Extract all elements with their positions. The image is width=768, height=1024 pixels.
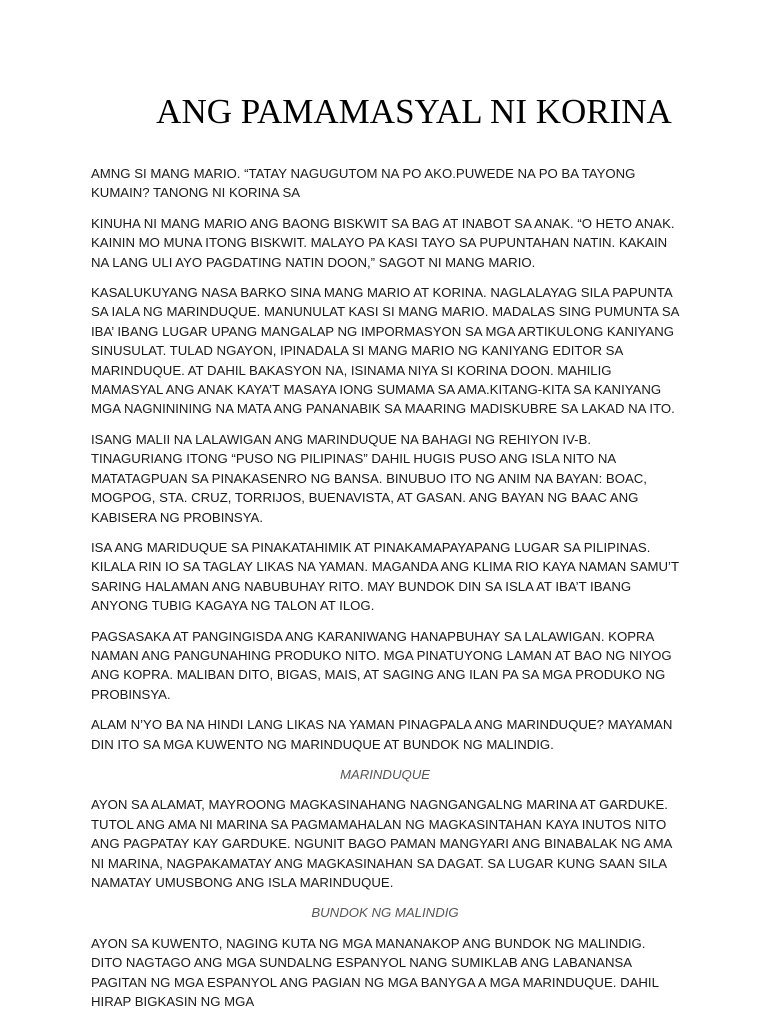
paragraph: AYON SA ALAMAT, MAYROONG MAGKASINAHANG NAGNGANGALNG MARINA AT GARDUKE. TUTOL ANG AMA NI MARINA SA PAGMAMAHALAN NG MAGKASINTAHAN KAYA INUTOS NITO ANG PAGPATAY KAY GARDUKE. NGUNIT BAGO PAMAN MANGYARI ANG BINABALAK NG AMA NI MARINA, NAGPAKAMATAY ANG MAGKASINAHAN SA DAGAT. SA LUGAR KUNG SAAN SILA NAMATAY UMUSBONG ANG ISLA MARINDUQUE. [91,797,672,890]
document-title: ANG PAMAMASYAL NI KORINA [156,92,672,131]
paragraph: PAGSASAKA AT PANGINGISDA ANG KARANIWANG HANAPBUHAY SA LALAWIGAN. KOPRA NAMAN ANG PANGUNAHING PRODUKO NITO. MGA PINATUYONG LAMAN AT BAO NG NIYOG ANG KOPRA. MALIBAN DITO, BIGAS, MAIS, AT SAGING ANG ILAN PA SA MGA PRODUKO NG PROBINSYA. [91,628,672,702]
paragraph: AYON SA KUWENTO, NAGING KUTA NG MGA MANANAKOP ANG BUNDOK NG MALINDIG. DITO NAGTAGO ANG MGA SUNDALNG ESPANYOL NANG SUMIKLAB ANG LABANANSA PAGITAN NG MGA ESPANYOL ANG PAGIAN NG MGA BANYGA A MGA MARINDUQUE. DAHIL HIRAP BIGKASIN NG MGA [91,935,659,1010]
paragraph: KASALUKUYANG NASA BARKO SINA MANG MARIO AT KORINA. NAGLALAYAG SILA PAPUNTA SA IALA NG MARINDUQUE. MANUNULAT KASI SI MANG MARIO. MADALAS SING PUMUNTA SA IBA’ IBANG LUGAR UPANG MANGALAP NG IMPORMASYON SA MGA ARTIKULONG KANIYANG SINUSULAT. TULAD NGAYON, IPINADALA SI MANG MARIO NG KANIYANG EDITOR SA MARINDUQUE. AT DAHIL BAKASYON NA, ISINAMA NIYA SI KORINA DOON. MAHILIG MAMASYAL ANG ANAK KAYA’T MASAYA IONG SUMAMA SA AMA.KITANG-KITA SA KANIYANG MGA NAGNININING NA MATA ANG PANANABIK SA MAARING MADISKUBRE SA LAKAD NA ITO. [91,285,679,417]
section-heading-marinduque: MARINDUQUE [339,766,431,782]
section-heading-bundok-ng-malindig: BUNDOK NG MALINDIG [311,905,459,921]
paragraph: ISANG MALII NA LALAWIGAN ANG MARINDUQUE NA BAHAGI NG REHIYON IV-B. TINAGURIANG ITONG “PUSO NG PILIPINAS” DAHIL HUGIS PUSO ANG ISLA NITO NA MATATAGPUAN SA PINAKASENRO NG BANSA. BINUBUO ITO NG ANIM NA BAYAN: BOAC, MOGPOG, STA. CRUZ, TORRIJOS, BUENAVISTA, AT GASAN. ANG BAYAN NG BAAC ANG KABISERA NG PROBINSYA. [91,431,647,525]
paragraph: KINUHA NI MANG MARIO ANG BAONG BISKWIT SA BAG AT INABOT SA ANAK. “O HETO ANAK. KAININ MO MUNA ITONG BISKWIT. MALAYO PA KASI TAYO SA PUPUNTAHAN NATIN. KAKAIN NA LANG ULI AYO PAGDATING NATIN DOON,” SAGOT NI MANG MARIO. [91,215,675,270]
paragraph: ISA ANG MARIDUQUE SA PINAKATAHIMIK AT PINAKAMAPAYAPANG LUGAR SA PILIPINAS. KILALA RIN IO SA TAGLAY LIKAS NA YAMAN. MAGANDA ANG KLIMA RIO KAYA NAMAN SAMU’T SARING HALAMAN ANG NABUBUHAY RITO. MAY BUNDOK DIN SA ISLA AT IBA’T IBANG ANYONG TUBIG KAGAYA NG TALON AT ILOG. [91,539,679,614]
document-body [91,164,679,1022]
paragraph: ALAM N’YO BA NA HINDI LANG LIKAS NA YAMAN PINAGPALA ANG MARINDUQUE? MAYAMAN DIN ITO SA MGA KUWENTO NG MARINDUQUE AT BUNDOK NG MALINDIG. [91,717,673,752]
paragraph: AMNG SI MANG MARIO. “TATAY NAGUGUTOM NA PO AKO.PUWEDE NA PO BA TAYONG KUMAIN? TANONG NI KORINA SA [91,166,636,201]
